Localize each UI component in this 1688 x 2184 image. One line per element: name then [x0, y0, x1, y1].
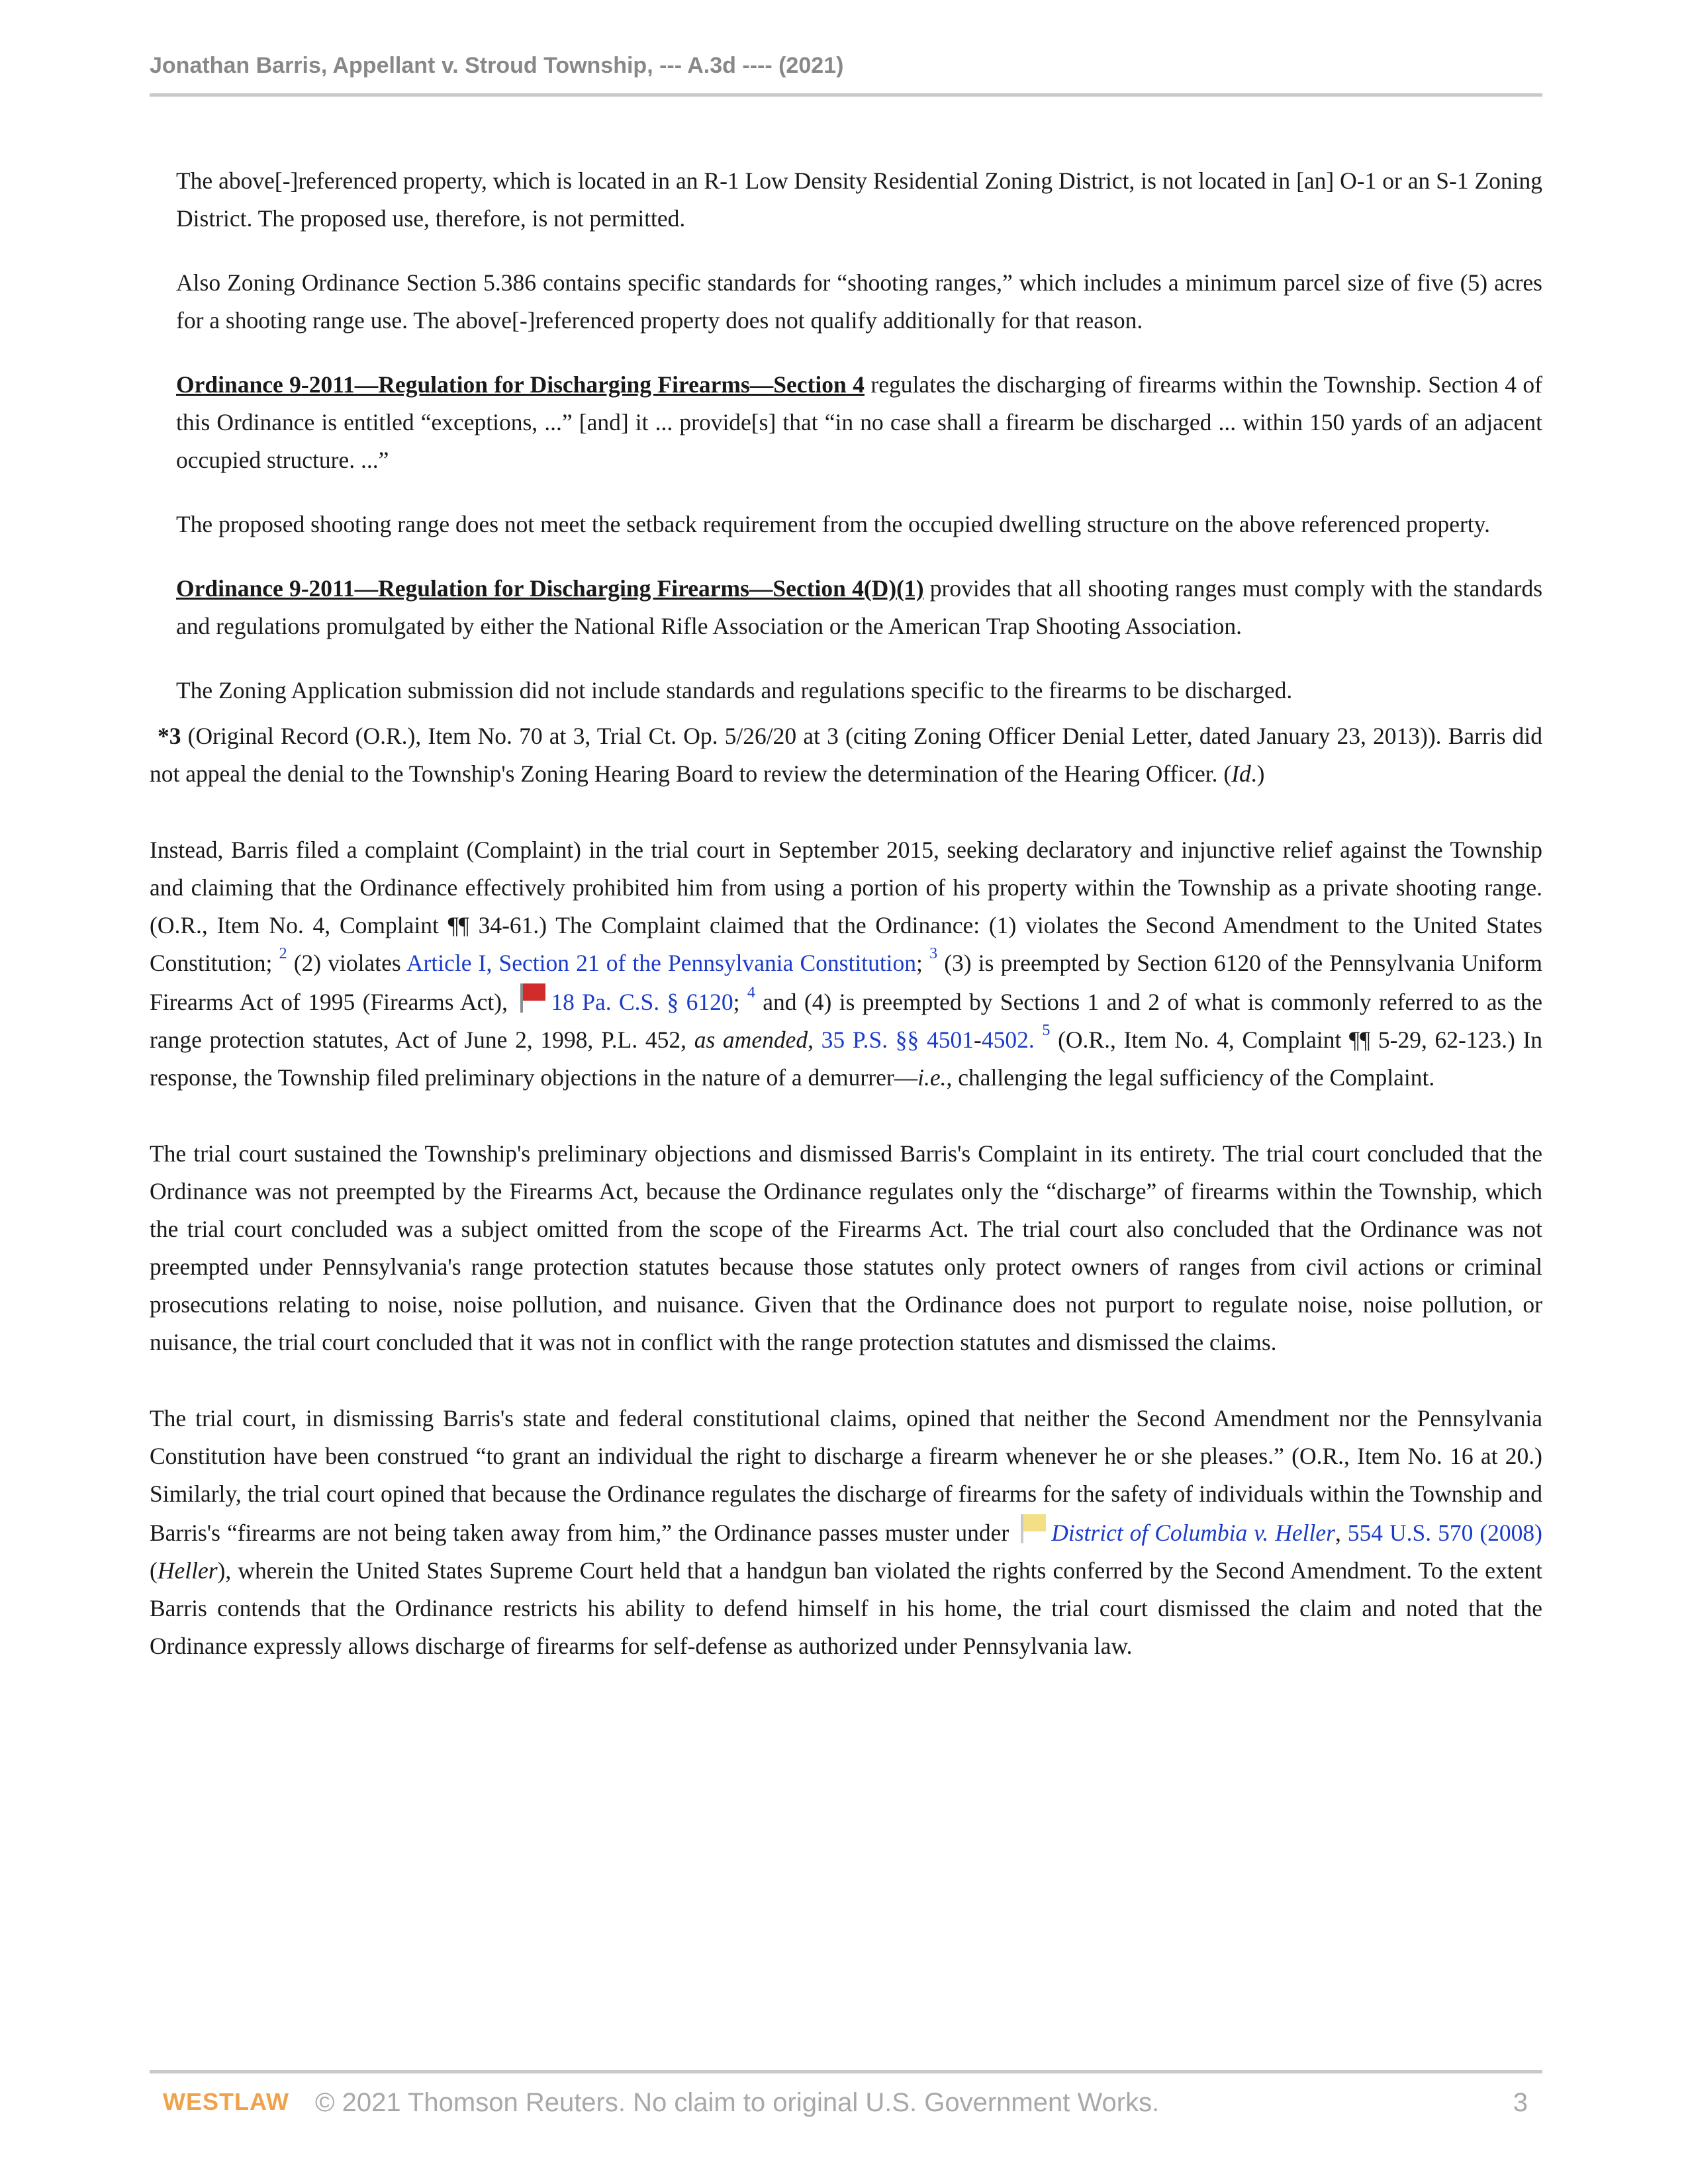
complaint-text-6: and (4) is preempted by Sections 1 and 2 of what is commonly referred to as the range protection statutes, Act of June 2, 1998, P.L. 452, — [150, 989, 1543, 1053]
heller-para — [150, 1400, 1542, 1665]
heller-citation-link[interactable]: 554 U.S. 570 (2008) — [1347, 1520, 1542, 1546]
document-body — [150, 162, 1542, 1704]
complaint-text-7: , — [808, 1026, 821, 1053]
blockquote — [150, 162, 1542, 709]
heller-text-1: The trial court, in dismissing Barris's state and federal constitutional claims, opined that neither the Second Amendment nor the Pennsylvania Constitution have been construed “to grant an individual the right to discharge a firearm whenever he or she pleases.” (O.R., Item No. 16 at 20.) Similarly, the trial court opined that because the Ordinance regulates the discharge of firearms for the safety of individuals within the Township and Barris's “firearms are not being taken away from him,” the Ordinance passes muster under — [150, 1405, 1542, 1546]
sustained-para: The trial court sustained the Township's preliminary objections and dismissed Barris's Complaint in its entirety. The trial court concluded that the Ordinance was not preempted by the Firearms Act, because the Ordinance regulates only the “discharge” of firearms within the Township, which the trial court concluded was a subject omitted from the scope of the Firearms Act. The trial court also concluded that the Ordinance was not preempted under Pennsylvania's range protection statutes because those statutes only protect owners of ranges from civil actions or criminal prosecutions relating to noise, noise pollution, and nuisance. Given that the Ordinance does not purport to regulate noise, noise pollution, or nuisance, the trial court concluded that it was not in conflict with the range protection statutes and dismissed the claims. — [150, 1140, 1542, 1355]
page-header — [150, 48, 1542, 97]
star-page-marker: *3 — [158, 723, 181, 749]
page-number: 3 — [1513, 2088, 1528, 2117]
blockquote-para-2: Also Zoning Ordinance Section 5.386 contains specific standards for “shooting ranges,” which includes a minimum parcel size of five (5) acres for a shooting range use. The above[-]referenced property does not qualify additionally for that reason. — [176, 269, 1542, 334]
blockquote-para-1: The above[-]referenced property, which is located in an R-1 Low Density Residential Zoning District, is not located in [an] O-1 or an S-1 Zoning District. The proposed use, therefore, is not permitted. — [176, 167, 1542, 232]
ps-4501-link[interactable]: 35 P.S. §§ 4501 — [821, 1026, 974, 1053]
blockquote-para-6: The Zoning Application submission did not include standards and regulations specific to the firearms to be discharged. — [176, 677, 1293, 704]
heller-case-link[interactable]: District of Columbia v. Heller — [1051, 1520, 1335, 1546]
blockquote-para-5-text: provides that all shooting ranges must comply with the standards and regulations promulgated by either the National Rifle Association or the American Trap Shooting Association. — [176, 575, 1543, 639]
footnote-3-link[interactable]: 3 — [929, 945, 938, 963]
heller-text-4: ), wherein the United States Supreme Court held that a handgun ban violated the rights conferred by the Second Amendment. To the extent Barris contends that the Ordinance restricts his ability to defend himself in his home, the trial court dismissed the claim and noted that the Ordinance expressly allows discharge of firearms for self-defense as authorized under Pennsylvania law. — [150, 1557, 1542, 1659]
footnote-2-link[interactable]: 2 — [279, 945, 287, 963]
blockquote-para-4: The proposed shooting range does not meet the setback requirement from the occupied dwelling structure on the above referenced property. — [176, 511, 1490, 537]
ps-4502-link[interactable]: 4502. — [981, 1026, 1035, 1053]
complaint-text-5: ; — [733, 989, 740, 1015]
firearms-act-link[interactable]: 18 Pa. C.S. § 6120 — [551, 989, 733, 1015]
as-amended-italic: as amended — [694, 1026, 808, 1053]
page-footer — [150, 2070, 1542, 2116]
citation-end: .) — [1250, 760, 1265, 787]
complaint-text-3: ; — [916, 950, 923, 976]
blockquote-para-3 — [176, 366, 1542, 479]
blockquote-para-5 — [176, 570, 1542, 645]
yellow-flag-icon[interactable] — [1018, 1513, 1049, 1543]
complaint-text-9: (O.R., Item No. 4, Complaint ¶¶ 5-29, 62-123.) In response, the Township filed preliminary objections in the nature of a demurrer— — [150, 1026, 1543, 1091]
complaint-text-4: (3) is preempted by Section 6120 of the Pennsylvania Uniform Firearms Act of 1995 (Firearms Act), — [150, 950, 1543, 1015]
red-flag-icon[interactable] — [518, 982, 548, 1013]
pa-constitution-link[interactable]: Article I, Section 21 of the Pennsylvania Constitution — [406, 950, 917, 976]
blockquote-para-3-text: regulates the discharging of firearms within the Township. Section 4 of this Ordinance is entitled “exceptions, ...” [and] it ... provide[s] that “in no case shall a firearm be discharged ... within 150 yards of an adjacent occupied structure. ...” — [176, 371, 1542, 473]
complaint-text-10: , challenging the legal sufficiency of the Complaint. — [946, 1064, 1435, 1091]
complaint-text-8: - — [974, 1026, 982, 1053]
complaint-para — [150, 831, 1542, 1097]
heller-short-name: Heller — [157, 1557, 218, 1584]
copyright-notice: © 2021 Thomson Reuters. No claim to original U.S. Government Works. — [315, 2088, 1160, 2117]
ordinance-section-4d1-link[interactable]: Ordinance 9-2011—Regulation for Discharging Firearms—Section 4(D)(1) — [176, 575, 924, 602]
westlaw-logo: WESTLAW — [163, 2088, 289, 2115]
heller-text-3: ( — [150, 1557, 158, 1584]
complaint-text-1: Instead, Barris filed a complaint (Complaint) in the trial court in September 2015, seeking declaratory and injunctive relief against the Township and claiming that the Ordinance effectively prohibited him from using a portion of his property within the Township as a private shooting range. (O.R., Item No. 4, Complaint ¶¶ 34-61.) The Complaint claimed that the Ordinance: (1) violates the Second Amendment to the United States Constitution; — [150, 837, 1542, 976]
document-title: Jonathan Barris, Appellant v. Stroud Township, --- A.3d ---- (2021) — [150, 53, 844, 78]
citation-para — [150, 717, 1542, 793]
ordinance-section-4-link[interactable]: Ordinance 9-2011—Regulation for Discharging Firearms—Section 4 — [176, 371, 865, 398]
complaint-text-2: (2) violates — [287, 950, 406, 976]
ie-italic: i.e. — [917, 1064, 947, 1091]
citation-text: (Original Record (O.R.), Item No. 70 at 3, Trial Ct. Op. 5/26/20 at 3 (citing Zoning Officer Denial Letter, dated January 23, 2013)). Barris did not appeal the denial to the Township's Zoning Hearing Board to review the determination of the Hearing Officer. ( — [150, 723, 1542, 787]
footnote-5-link[interactable]: 5 — [1042, 1022, 1051, 1040]
citation-id: Id — [1231, 760, 1251, 787]
footnote-4-link[interactable]: 4 — [747, 984, 755, 1002]
heller-text-2: , — [1335, 1520, 1348, 1546]
